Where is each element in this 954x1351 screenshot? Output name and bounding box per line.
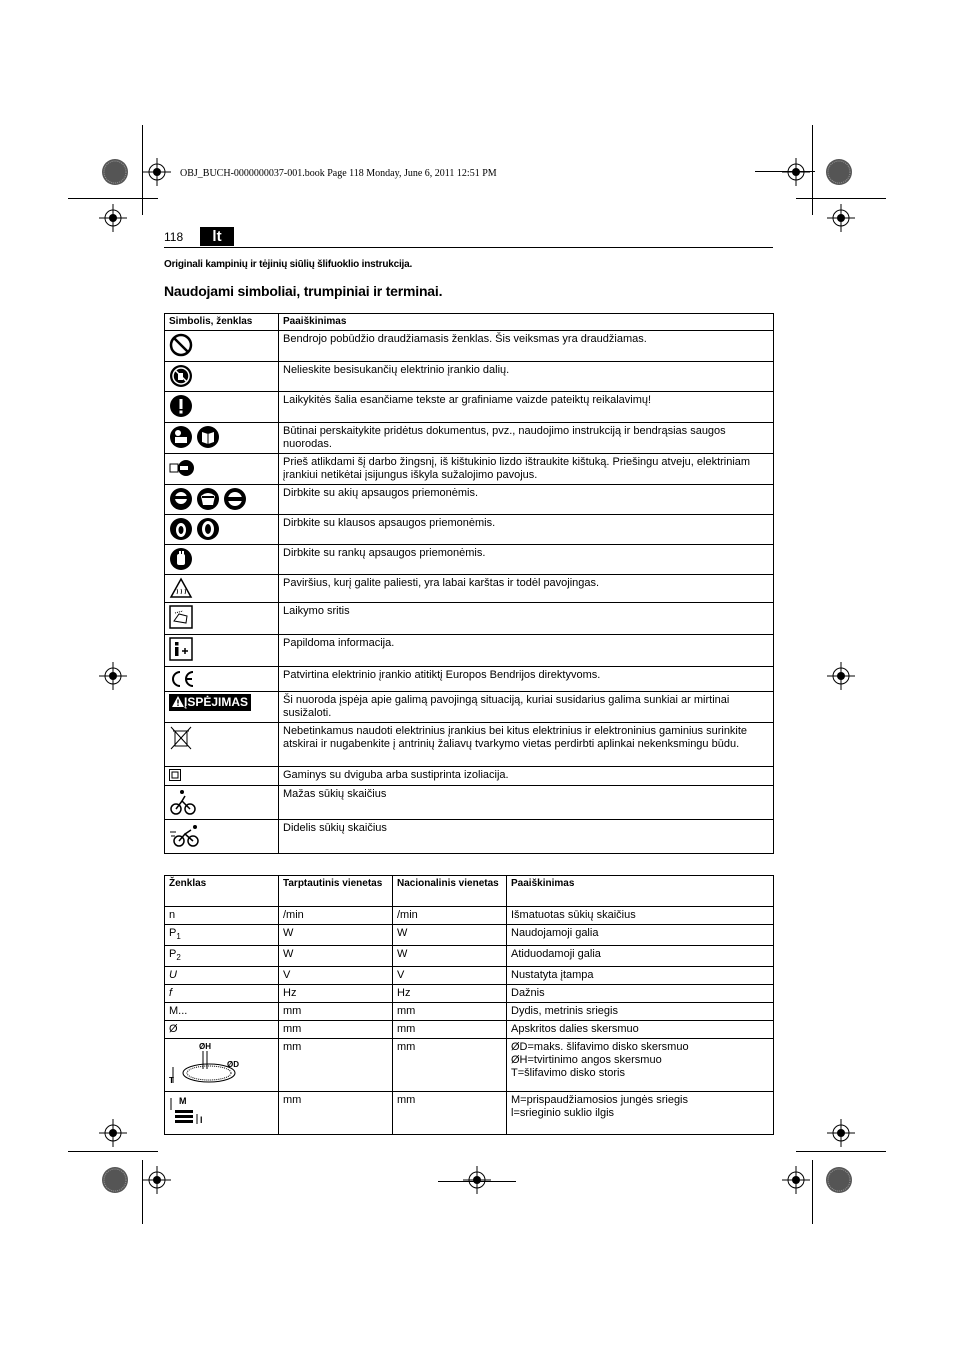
table-row: [165, 392, 774, 423]
explanation-cell: Naudojamoji galia: [507, 925, 774, 946]
intl-unit-cell: mm: [279, 1039, 393, 1092]
explanation-line: ØH=tvirtinimo angos skersmuo: [511, 1054, 662, 1067]
column-header: Ženklas: [165, 876, 279, 907]
intl-unit-cell: Hz: [279, 985, 393, 1003]
table-row: [165, 667, 774, 692]
sign-cell: $P_1$: [165, 925, 279, 946]
sign-cell: U: [165, 967, 279, 985]
row-text: Mažas sūkių skaičius: [279, 786, 774, 820]
nat-unit-cell: Hz: [393, 985, 507, 1003]
table-row: [165, 723, 774, 767]
nat-unit-cell: mm: [393, 1092, 507, 1135]
intl-unit-cell: W: [279, 925, 393, 946]
table-row: [165, 820, 774, 854]
warning-badge-label: ĮSPĖJIMAS: [184, 695, 249, 709]
table-row: [165, 786, 774, 820]
unplug-icon: [169, 456, 195, 480]
ear-protection-icon: [169, 517, 193, 541]
explanation-cell: Atiduodamoji galia: [507, 946, 774, 967]
table-row: [165, 454, 774, 485]
sign-cell: Ø: [165, 1021, 279, 1039]
row-text: Papildoma informacija.: [279, 635, 774, 667]
sign-cell: M...: [165, 1003, 279, 1021]
sign-cell: $P_2$: [165, 946, 279, 967]
explanation-cell: Išmatuotas sūkių skaičius: [507, 907, 774, 925]
disc-diagram-icon: [169, 1041, 241, 1085]
intl-unit-cell: mm: [279, 1003, 393, 1021]
row-text: Gaminys su dviguba arba sustiprinta izoliacija.: [279, 767, 774, 786]
row-text: Nebetinkamus naudoti elektrinius įrankius bei kitus elektrinius ir elektroninius gaminius surinkite atskirai ir nugabenkite į antrinių žaliavų tvarkymo vietas perdirbti aplinkai nekenksmingu būdu.: [279, 723, 774, 767]
attention-icon: [169, 394, 193, 418]
nat-unit-cell: /min: [393, 907, 507, 925]
eye-protection-icon: [169, 487, 193, 511]
row-text: Dirbkite su rankų apsaugos priemonėmis.: [279, 545, 774, 575]
row-text: Didelis sūkių skaičius: [279, 820, 774, 854]
diagram-label: ØD: [227, 1060, 239, 1070]
row-text: Ši nuoroda įspėja apie galimą pavojingą situaciją, kuriai susidarius galima sunkiai ar mirtinai susižaloti.: [279, 692, 774, 723]
nat-unit-cell: mm: [393, 1021, 507, 1039]
nat-unit-cell: W: [393, 946, 507, 967]
diagram-label: l: [200, 1115, 203, 1126]
explanation-cell: Dažnis: [507, 985, 774, 1003]
table-row: [165, 967, 774, 985]
thread-diagram-icon: [169, 1094, 219, 1128]
book-info: OBJ_BUCH-0000000037-001.book Page 118 Monday, June 6, 2011 12:51 PM: [180, 168, 497, 179]
weee-bin-icon: [169, 725, 193, 751]
table-row: [165, 907, 774, 925]
intl-unit-cell: V: [279, 967, 393, 985]
sign-cell: f: [165, 985, 279, 1003]
row-text: Bendrojo pobūdžio draudžiamasis ženklas. Šis veiksmas yra draudžiamas.: [279, 331, 774, 362]
diagram-label: ØH: [199, 1042, 211, 1052]
intl-unit-cell: W: [279, 946, 393, 967]
nat-unit-cell: V: [393, 967, 507, 985]
hand-protection-icon: [169, 547, 193, 571]
row-text: Būtinai perskaitykite pridėtus dokumentus, pvz., naudojimo instrukciją ir bendrąsias saugos nuorodas.: [279, 423, 774, 454]
table-row: [165, 423, 774, 454]
explanation-cell: Dydis, metrinis sriegis: [507, 1003, 774, 1021]
do-not-touch-icon: [169, 364, 193, 388]
prohibition-icon: [169, 333, 193, 357]
explanation-cell: [507, 1039, 774, 1092]
face-shield-icon: [196, 487, 220, 511]
info-icon: [169, 637, 193, 661]
slow-bicycle-icon: [169, 788, 197, 816]
explanation-cell: Nustatyta įtampa: [507, 967, 774, 985]
section-title: Naudojami simboliai, trumpiniai ir terminai.: [164, 283, 443, 299]
ce-mark-icon: [169, 669, 197, 689]
nat-unit-cell: mm: [393, 1039, 507, 1092]
row-text: Paviršius, kurį galite paliesti, yra labai karštas ir todėl pavojingas.: [279, 575, 774, 603]
table-row: [165, 767, 774, 786]
table-row: [165, 1003, 774, 1021]
table-row: [165, 331, 774, 362]
column-header: Paaiškinimas: [279, 314, 774, 331]
row-text: Prieš atlikdami šį darbo žingsnį, iš kištukinio lizdo ištraukite kištuką. Priešingu atveju, elektriniam įrankiui netikėtai įsijungus iškyla sužalojimo pavojus.: [279, 454, 774, 485]
explanation-line: T=šlifavimo disko storis: [511, 1067, 626, 1080]
row-text: Laikymo sritis: [279, 603, 774, 635]
explanation-line: ØD=maks. šlifavimo disko skersmuo: [511, 1041, 689, 1054]
goggles-icon: [223, 487, 247, 511]
language-tab: lt: [200, 227, 234, 246]
grip-area-icon: [169, 605, 193, 629]
explanation-cell: [507, 1092, 774, 1135]
units-table-header: [165, 876, 774, 907]
read-manual-icon: [169, 425, 193, 449]
intl-unit-cell: mm: [279, 1021, 393, 1039]
row-text: Nelieskite besisukančių elektrinio įrankio dalių.: [279, 362, 774, 392]
table-row: [165, 635, 774, 667]
table-row: [165, 692, 774, 723]
column-header: Simbolis, ženklas: [165, 314, 279, 331]
table-row: [165, 515, 774, 545]
table-row: [165, 575, 774, 603]
row-text: Laikykitės šalia esančiame tekste ar grafiniame vaizde pateiktų reikalavimų!: [279, 392, 774, 423]
sign-cell: n: [165, 907, 279, 925]
document-subtitle: Originali kampinių ir tėjinių siūlių šlifuoklio instrukcija.: [164, 259, 413, 270]
hot-surface-icon: [169, 577, 193, 599]
units-table: [164, 875, 774, 1135]
diagram-label: T: [169, 1076, 174, 1086]
row-text: Dirbkite su akių apsaugos priemonėmis.: [279, 485, 774, 515]
column-header: Tarptautinis vienetas: [279, 876, 393, 907]
row-text: Dirbkite su klausos apsaugos priemonėmis.: [279, 515, 774, 545]
double-insulation-icon: [169, 769, 181, 781]
book-icon: [196, 425, 220, 449]
column-header: Nacionalinis vienetas: [393, 876, 507, 907]
page-number: 118: [164, 230, 184, 244]
table-row: [165, 1039, 774, 1092]
sign-cell: [165, 1039, 279, 1092]
explanation-line: M=prispaudžiamosios jungės sriegis: [511, 1094, 688, 1107]
table-row: [165, 603, 774, 635]
diagram-label: M: [179, 1096, 187, 1107]
table-row: [165, 925, 774, 946]
table-row: [165, 362, 774, 392]
symbols-table: [164, 313, 774, 854]
sign-cell: [165, 1092, 279, 1135]
nat-unit-cell: W: [393, 925, 507, 946]
nat-unit-cell: mm: [393, 1003, 507, 1021]
explanation-cell: Apskritos dalies skersmuo: [507, 1021, 774, 1039]
row-text: Patvirtina elektrinio įrankio atitiktį Europos Bendrijos direktyvoms.: [279, 667, 774, 692]
explanation-line: l=srieginio suklio ilgis: [511, 1107, 615, 1120]
fast-bicycle-icon: [169, 822, 201, 848]
table-row: [165, 946, 774, 967]
ear-muff-icon: [196, 517, 220, 541]
intl-unit-cell: mm: [279, 1092, 393, 1135]
symbols-table-header: [165, 314, 774, 331]
table-row: [165, 1021, 774, 1039]
intl-unit-cell: /min: [279, 907, 393, 925]
table-row: [165, 485, 774, 515]
table-row: [165, 545, 774, 575]
table-row: [165, 985, 774, 1003]
table-row: [165, 1092, 774, 1135]
warning-triangle-icon: [172, 696, 184, 707]
header-rule: [164, 247, 773, 248]
warning-badge: [169, 694, 251, 711]
column-header: Paaiškinimas: [507, 876, 774, 907]
